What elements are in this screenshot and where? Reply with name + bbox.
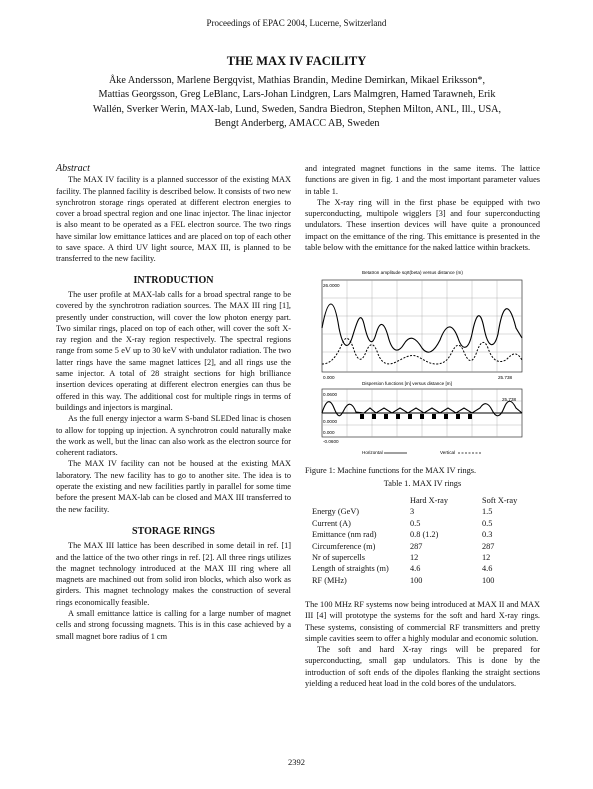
figure-top-label: Betatron amplitude sqrt(beta) versus distance (m)	[362, 270, 463, 275]
abstract-text: The MAX IV facility is a planned successor of the existing MAX facility. The planned facility is described below. It consists of two new synchrotron storage rings operated at different electron energies to cover a broad spectral region and one linac injector. The linac injector is also meant to be operated as a FEL electron source. The two rings have similar low emittance lattices and are placed on top of each other to save space. A third UV light source, MAX III, is planned to be transferred to the new facility.	[56, 175, 291, 264]
table-cell: 100	[410, 575, 423, 585]
table-cell: 0.5	[482, 518, 493, 528]
parameters-table	[312, 496, 517, 587]
bottom-panel-ymin: -0.0600	[323, 439, 339, 444]
left-column	[56, 163, 291, 642]
top-panel-grid	[322, 280, 522, 372]
table-row	[312, 507, 517, 518]
table-cell: 4.6	[410, 564, 421, 574]
table-row	[312, 530, 517, 541]
table-row	[312, 519, 517, 530]
figure-caption: Figure 1: Machine functions for the MAX IV rings.	[305, 466, 477, 475]
right-column-bottom	[305, 599, 540, 689]
magnet-markers	[360, 414, 472, 419]
table-cell: 0.8 (1.2)	[410, 530, 439, 540]
author-line: Bengt Anderberg, AMACC AB, Sweden	[214, 118, 380, 130]
paragraph: As the full energy injector a warm S-band SLEDed linac is chosen to allow for topping up injection. A synchrotron could naturally make the work as well, but the linac can also work as the electron source for coherent radiators.	[56, 414, 291, 458]
table-cell: 100	[482, 575, 495, 585]
table-cell: 3	[410, 507, 415, 517]
table-cell: Circumference (m)	[312, 541, 376, 551]
table-caption: Table 1. MAX IV rings	[383, 479, 462, 488]
author-line: Wallén, Sverker Werin, MAX-lab, Lund, Sweden, Sandra Biedron, Stephen Milton, ANL, Ill., USA,	[92, 103, 502, 115]
table-header-cell: Hard X-ray	[410, 496, 449, 505]
table-cell: 12	[482, 552, 491, 562]
paragraph: A small emittance lattice is calling for a large number of magnet cells and strong focussing magnets. This is in this case achieved by a small magnet bore radius of 1 cm	[56, 608, 291, 641]
table-cell: 1.5	[482, 507, 493, 517]
top-panel-xmax: 25.738	[498, 375, 513, 380]
bottom-panel-xmin: 0.000	[323, 430, 335, 435]
paragraph: The 100 MHz RF systems now being introduced at MAX II and MAX III [4] will prototype the systems for the soft and hard X-ray rings. These systems, consisting of commercial RF transmitters and pretty simple cavities seem to offer a highly modular and economic solution.	[305, 600, 540, 643]
bottom-panel-ymax: 0.0600	[323, 392, 338, 397]
paragraph: The user profile at MAX-lab calls for a broad spectral range to be covered by the synchrotron radiation sources. The MAX III ring [1], presently under construction, will cover the low photon energy part. Two similar rings, placed on top of each other, will cover the soft X-ray region and the X-ray region respectively. The spectral regions range from some 5 eV up to 30 keV with undulator radiation. The two latter rings have the same magnet lattices [2], and all rings use the same injector. A total of 28 straight sections for high brilliance insertion devices operating at different electron energies can thus be offered in this way. The additional cost for multiple rings in terms of buildings and injectors is marginal.	[56, 289, 291, 412]
table-header-row	[312, 496, 517, 507]
table-cell: 287	[410, 541, 423, 551]
paragraph: and integrated magnet functions in the same items. The lattice functions are given in fig. 1 and the most important parameter values in table 1.	[305, 164, 540, 196]
author-line: Åke Andersson, Marlene Bergqvist, Mathias Brandin, Medine Demirkan, Mikael Eriksson*,	[108, 75, 486, 86]
table-cell: RF (MHz)	[312, 575, 347, 585]
legend-vertical: Vertical	[440, 450, 456, 455]
table-cell: 12	[410, 552, 419, 562]
abstract-heading: Abstract	[56, 163, 90, 174]
author-line: Mattias Georgsson, Greg LeBlanc, Lars-Johan Lindgren, Lars Malmgren, Hamed Tarawneh, Erik	[98, 89, 496, 101]
paragraph: The MAX III lattice has been described in some detail in ref. [1] and the lattice of the two other rings in ref. [2]. All three rings utilizes the magnet technology introduced at the MAX III ring where all magnets are machined out from solid iron blocks, which also work as girders. This magnet technology makes the construction of several rings economically feasible.	[56, 541, 291, 607]
paragraph: The soft and hard X-ray rings will be prepared for superconducting, small gap undulators. This is done by the introduction of soft ends of the dipoles flanking the straight sections yielding a reduced heat load in the cold bores of the undulators.	[305, 645, 540, 689]
table-cell: 0.3	[482, 530, 493, 540]
legend-horizontal: Horizontal	[362, 450, 383, 455]
figure-mid-label: Dispersion functions [m] versus distance [m]	[362, 381, 452, 386]
table-row	[312, 553, 517, 564]
table-row	[312, 542, 517, 553]
table-cell: Emittance (nm rad)	[312, 530, 377, 540]
table-cell: Energy (GeV)	[312, 507, 360, 517]
table-row	[312, 576, 517, 587]
lattice-functions-figure	[312, 268, 536, 460]
section-heading-storage-rings: STORAGE RINGS	[132, 525, 215, 537]
page-number: 2392	[288, 757, 305, 767]
table-row	[312, 564, 517, 575]
table-header-cell	[312, 496, 410, 507]
top-panel-ymax: 26.0000	[323, 283, 340, 288]
author-list	[52, 74, 542, 132]
top-panel-xmin: 0.000	[323, 375, 335, 380]
running-header: Proceedings of EPAC 2004, Lucerne, Switzerland	[206, 18, 387, 28]
table-cell: 287	[482, 541, 495, 551]
table-cell: Length of straights (m)	[312, 564, 389, 574]
paragraph: The X-ray ring will in the first phase be equipped with two superconducting, multipole wigglers [3] and four superconducting undulators. These insertion devices will have quite a pronounced impact on the emittance of the ring. This emittance is presented in the table below with the emittance for the naked lattice within brackets.	[305, 197, 540, 253]
table-cell: 4.6	[482, 564, 493, 574]
paper-title: THE MAX IV FACILITY	[226, 54, 367, 68]
right-column-top	[305, 163, 540, 253]
table-header-cell: Soft X-ray	[482, 496, 518, 505]
section-heading-introduction: INTRODUCTION	[133, 274, 214, 286]
table-cell: 0.5	[410, 518, 421, 528]
bottom-panel-zero: 0.0000	[323, 419, 338, 424]
paragraph: The MAX IV facility can not be housed at the existing MAX laboratory. The new facility has to go to another site. The idea is to operate the existing and new facilities partly in parallel for some time before the present MAX-lab can be closed and MAX III transferred to the new facility.	[56, 459, 291, 514]
table-cell: Current (A)	[312, 518, 351, 528]
bottom-panel-xmax: 25.738	[502, 397, 517, 402]
table-cell: Nr of supercells	[312, 552, 365, 562]
